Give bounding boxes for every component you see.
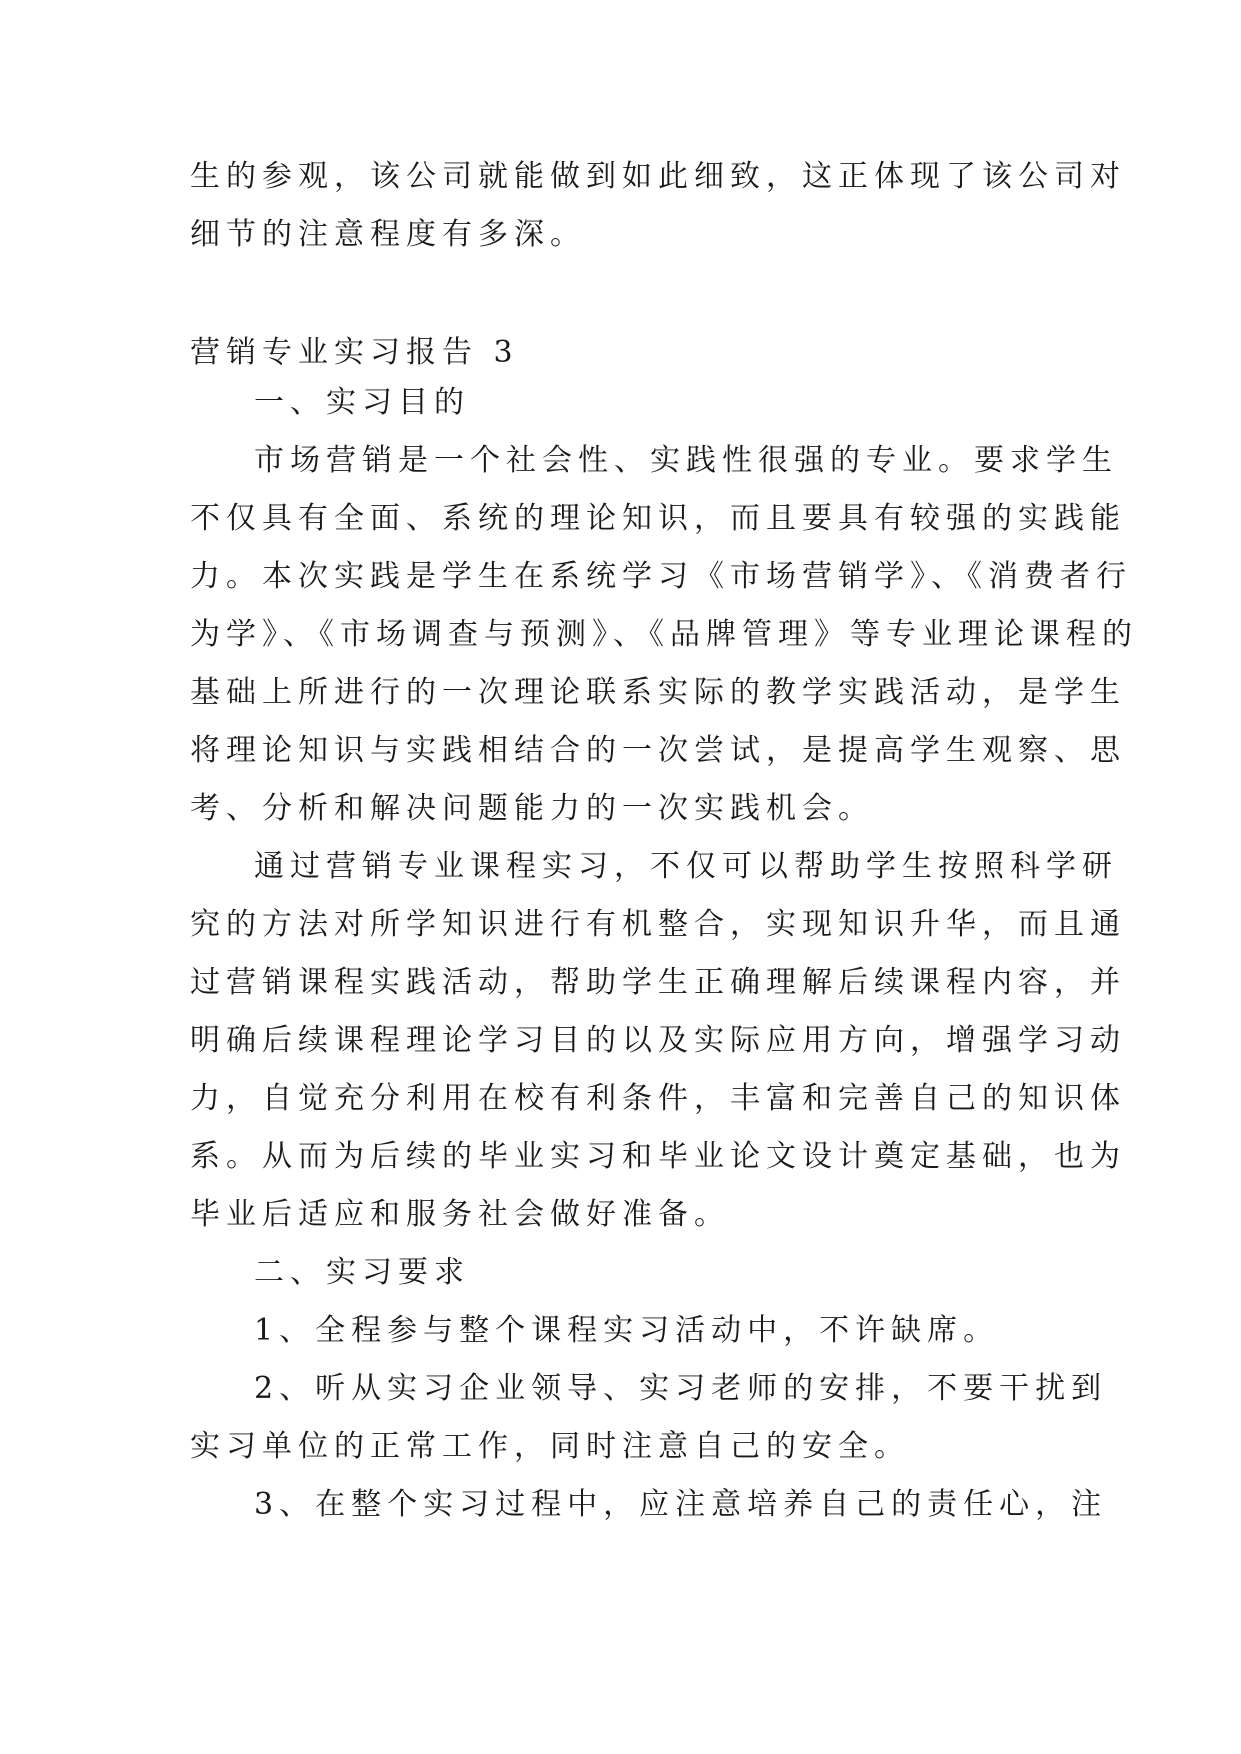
list-item: 3、在整个实习过程中，应注意培养自己的责任心，注 — [254, 1487, 1108, 1522]
paragraph-line: 实习单位的正常工作，同时注意自己的安全。 — [190, 1429, 910, 1464]
paragraph-line: 系。从而为后续的毕业实习和毕业论文设计奠定基础，也为 — [190, 1139, 1126, 1174]
paragraph-line: 力，自觉充分利用在校有利条件，丰富和完善自己的知识体 — [190, 1081, 1126, 1116]
paragraph-line: 毕业后适应和服务社会做好准备。 — [190, 1197, 730, 1232]
paragraph-line: 过营销课程实践活动，帮助学生正确理解后续课程内容，并 — [190, 965, 1126, 1000]
paragraph-line: 生的参观，该公司就能做到如此细致，这正体现了该公司对 — [190, 159, 1126, 194]
list-item: 2、听从实习企业领导、实习老师的安排，不要干扰到 — [254, 1371, 1108, 1406]
paragraph-line: 不仅具有全面、系统的理论知识，而且要具有较强的实践能 — [190, 501, 1126, 536]
paragraph-line: 基础上所进行的一次理论联系实际的教学实践活动，是学生 — [190, 675, 1126, 710]
paragraph-line: 为学》、《市场调查与预测》、《品牌管理》等专业理论课程的 — [190, 617, 1138, 652]
heading-purpose: 一、实习目的 — [254, 385, 470, 420]
document-body — [190, 159, 1138, 1522]
paragraph-line: 明确后续课程理论学习目的以及实际应用方向，增强学习动 — [190, 1023, 1126, 1058]
paragraph-line: 将理论知识与实践相结合的一次尝试，是提高学生观察、思 — [190, 733, 1126, 768]
paragraph-line: 市场营销是一个社会性、实践性很强的专业。要求学生 — [254, 443, 1118, 478]
paragraph-line: 力。本次实践是学生在系统学习《市场营销学》、《消费者行 — [190, 559, 1132, 594]
section-title: 营销专业实习报告 3 — [190, 335, 519, 370]
heading-requirements: 二、实习要求 — [254, 1255, 470, 1290]
paragraph-line: 考、分析和解决问题能力的一次实践机会。 — [190, 791, 874, 826]
paragraph-line: 细节的注意程度有多深。 — [190, 217, 586, 252]
paragraph-line: 究的方法对所学知识进行有机整合，实现知识升华，而且通 — [190, 907, 1126, 942]
list-item: 1、全程参与整个课程实习活动中，不许缺席。 — [254, 1313, 1000, 1348]
paragraph-line: 通过营销专业课程实习，不仅可以帮助学生按照科学研 — [254, 849, 1118, 884]
